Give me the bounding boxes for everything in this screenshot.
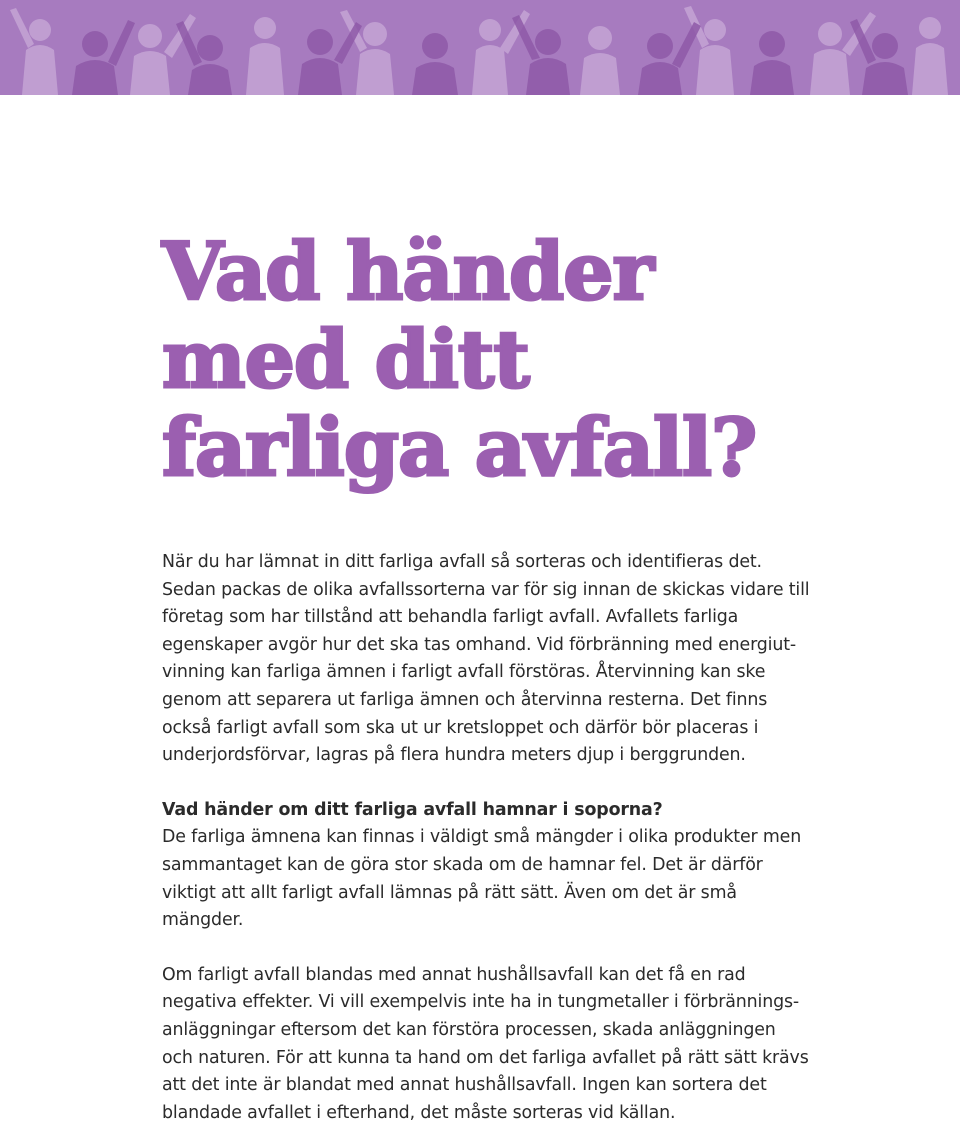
paragraph-line: genom att separera ut farliga ämnen och återvinna resterna. Det finns [162, 689, 768, 710]
header-banner [0, 0, 960, 95]
paragraph-line: vinning kan farliga ämnen i farligt avfall förstöras. Återvinning kan ske [162, 662, 766, 683]
paragraph-line: negativa effekter. Vi vill exempelvis inte ha in tungmetaller i förbrännings- [162, 992, 800, 1013]
paragraph-line: De farliga ämnena kan finnas i väldigt små mängder i olika produkter men [162, 827, 802, 848]
article-body [162, 549, 822, 1127]
title-line-2: med ditt [162, 313, 529, 406]
paragraph-line: viktigt att allt farligt avfall lämnas på rätt sätt. Även om det är små [162, 882, 737, 903]
title-line-1: Vad händer [162, 225, 654, 318]
paragraph-intro [162, 549, 822, 770]
paragraph-line: blandade avfallet i efterhand, det måste sorteras vid källan. [162, 1102, 676, 1123]
title-line-3: farliga avfall? [162, 401, 757, 494]
crowd-silhouette-image [0, 0, 960, 95]
paragraph-line: anläggningar eftersom det kan förstöra processen, skada anläggningen [162, 1019, 776, 1040]
paragraph-line: Sedan packas de olika avfallssorterna var för sig innan de skickas vidare till [162, 579, 810, 600]
paragraph-line: Om farligt avfall blandas med annat hushållsavfall kan det få en rad [162, 964, 746, 985]
section-subheading: Vad händer om ditt farliga avfall hamnar i soporna? [162, 799, 663, 820]
paragraph-line: företag som har tillstånd att behandla farligt avfall. Avfallets farliga [162, 607, 739, 628]
paragraph-line: mängder. [162, 910, 244, 931]
paragraph-effects [162, 962, 822, 1127]
paragraph-trash [162, 797, 822, 935]
paragraph-line: och naturen. För att kunna ta hand om det farliga avfallet på rätt sätt krävs [162, 1047, 809, 1068]
paragraph-line: att det inte är blandat med annat hushållsavfall. Ingen kan sortera det [162, 1075, 767, 1096]
paragraph-line: När du har lämnat in ditt farliga avfall så sorteras och identifieras det. [162, 552, 762, 572]
paragraph-line: sammantaget kan de göra stor skada om de hamnar fel. Det är därför [162, 854, 763, 875]
spacer [162, 935, 822, 962]
paragraph-line: underjordsförvar, lagras på flera hundra meters djup i berggrunden. [162, 745, 746, 766]
paragraph-line: egenskaper avgör hur det ska tas omhand. Vid förbränning med energiut- [162, 634, 797, 655]
spacer [162, 770, 822, 797]
paragraph-line: också farligt avfall som ska ut ur kretsloppet och därför bör placeras i [162, 717, 759, 738]
page-title [162, 225, 922, 494]
